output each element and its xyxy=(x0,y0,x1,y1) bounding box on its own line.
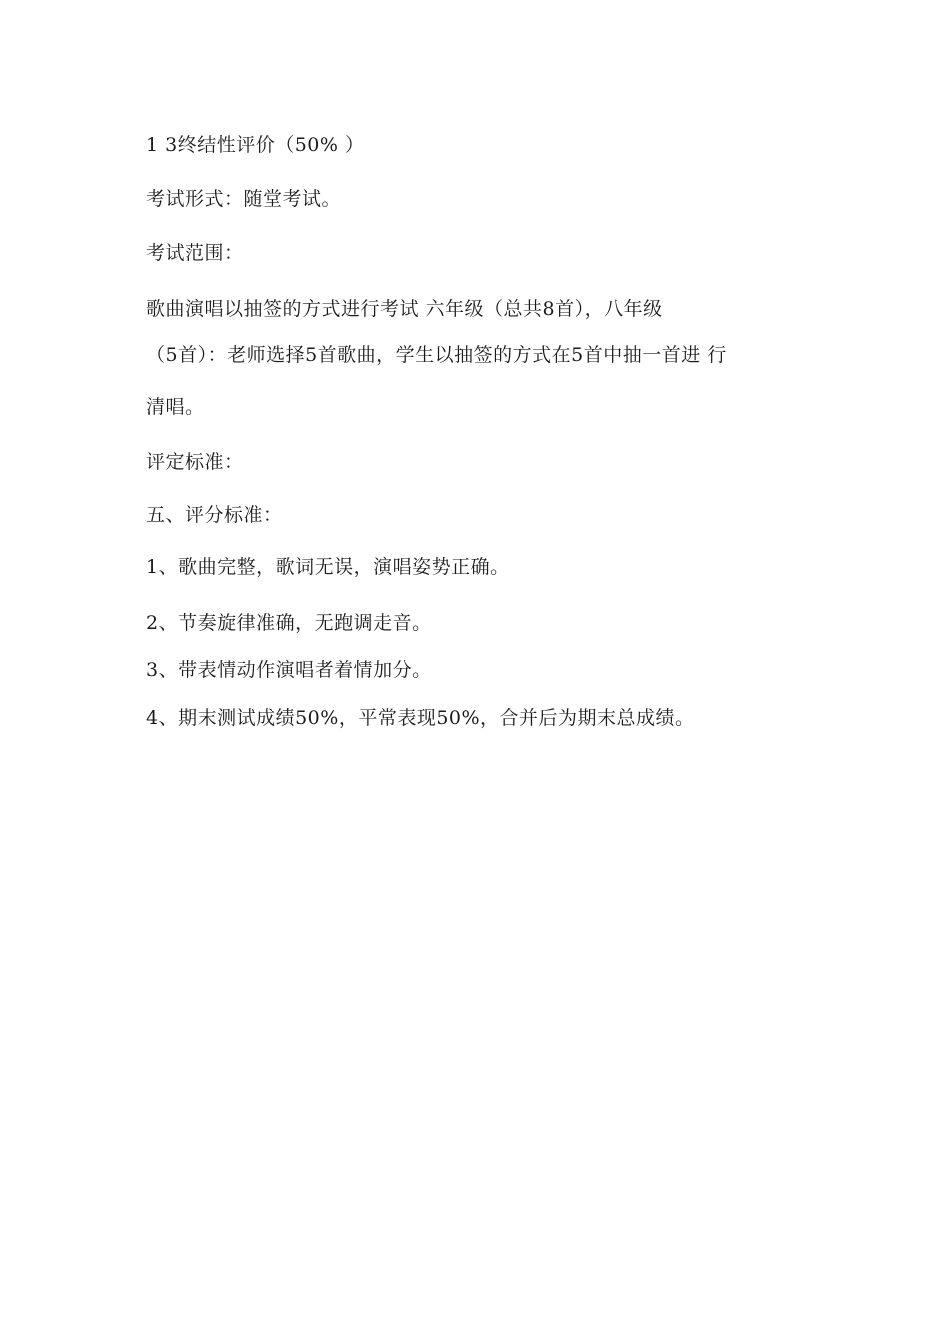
scoring-heading: 五、评分标准： xyxy=(146,504,283,526)
exam-scope-line: 清唱。 xyxy=(146,396,205,418)
exam-form-text: 考试形式：随堂考试。 xyxy=(146,188,342,210)
section-heading: 1 3终结性评价（50% ） xyxy=(146,134,365,156)
criteria-item: 3、带表情动作演唱者着情加分。 xyxy=(146,659,432,681)
criteria-label: 评定标准： xyxy=(146,451,244,473)
criteria-item: 2、节奏旋律准确，无跑调走音。 xyxy=(146,612,432,634)
exam-scope-label: 考试范围： xyxy=(146,242,244,264)
criteria-item: 4、期末测试成绩50%，平常表现50%，合并后为期末总成绩。 xyxy=(146,707,695,729)
criteria-item: 1、歌曲完整，歌词无误，演唱姿势正确。 xyxy=(146,556,510,578)
exam-scope-line: （5首）：老师选择5首歌曲，学生以抽签的方式在5首中抽一首进 行 xyxy=(146,344,727,366)
exam-scope-line: 歌曲演唱以抽签的方式进行考试 六年级（总共8首），八年级 xyxy=(146,298,663,320)
